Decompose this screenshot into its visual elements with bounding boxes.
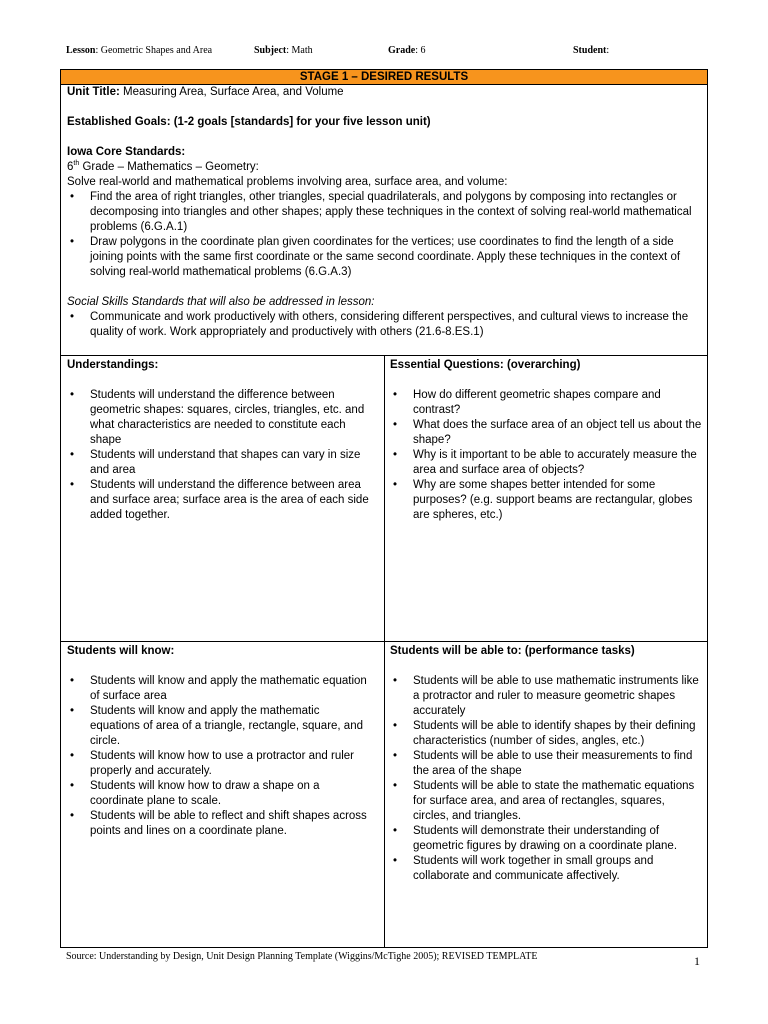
subject-field: Subject: Math	[254, 45, 313, 56]
question-item: • What does the surface area of an object tell us about the shape?	[390, 418, 702, 448]
standard-item: • Draw polygons in the coordinate plan given coordinates for the vertices; use coordinates to find the length of a side joining points with the same first coordinate or the same second coordinate. Apply these techniques in the context of solving real-world mathematical problems (6.G.A.3)	[67, 235, 703, 280]
students-know-heading: Students will know:	[67, 645, 175, 657]
lesson-field: Lesson: Geometric Shapes and Area	[66, 45, 213, 56]
able-item: • Students will be able to use mathematic instruments like a protractor and ruler to measure geometric shapes accurately	[390, 674, 702, 719]
unit-title-label: Unit Title:	[67, 86, 120, 98]
understandings-heading: Understandings:	[67, 359, 159, 371]
standard-item: • Find the area of right triangles, other triangles, special quadrilaterals, and polygons by composing into rectangles or decomposing into triangles and other shapes; apply these techniques in the context of solving real-world mathematical problems (6.G.A.1)	[67, 190, 703, 235]
able-item: • Students will be able to use their measurements to find the area of the shape	[390, 749, 702, 779]
grade-line-sup: th	[73, 160, 80, 168]
question-item: • How do different geometric shapes compare and contrast?	[390, 388, 702, 418]
students-able-list	[390, 674, 702, 884]
essential-questions-section	[390, 358, 702, 523]
grade-line-num: 6	[67, 161, 74, 173]
essential-questions-list	[390, 388, 702, 523]
standards-list	[67, 190, 703, 280]
subject-label: Subject	[254, 45, 287, 56]
social-heading: Social Skills Standards that will also be addressed in lesson:	[67, 296, 375, 308]
know-item: • Students will know and apply the mathematic equations of area of a triangle, rectangle, square, and circle.	[67, 704, 372, 749]
social-item: • Communicate and work productively with others, considering different perspectives, and cultural views to increase the quality of work. Work appropriately and productively with others (21.6-8.ES.1)	[67, 310, 703, 340]
able-item: • Students will demonstrate their understanding of geometric figures by drawing on a coordinate plane.	[390, 824, 702, 854]
stage-banner: STAGE 1 – DESIRED RESULTS	[61, 70, 707, 85]
unit-plan-table	[60, 69, 708, 948]
lesson-label: Lesson	[66, 45, 96, 56]
grade-line-rest: Grade – Mathematics – Geometry:	[79, 161, 259, 173]
question-item: • Why are some shapes better intended for some purposes? (e.g. support beams are rectangular, globes are spheres, etc.)	[390, 478, 702, 523]
subject-value: Math	[291, 45, 313, 56]
iowa-heading: Iowa Core Standards:	[67, 146, 186, 158]
understanding-item: • Students will understand the difference between geometric shapes: squares, circles, triangles, etc. and what characteristics are needed to constitute each shape	[67, 388, 372, 448]
footer-source: Source: Understanding by Design, Unit Design Planning Template (Wiggins/McTighe 2005); REVISED TEMPLATE	[66, 951, 538, 962]
understandings-list	[67, 388, 372, 523]
grade-line	[67, 160, 703, 175]
essential-questions-heading: Essential Questions: (overarching)	[390, 359, 581, 371]
know-item: • Students will know and apply the mathematic equation of surface area	[67, 674, 372, 704]
student-field: Student:	[573, 45, 610, 56]
unit-title-line	[67, 85, 703, 100]
know-item: • Students will know how to draw a shape on a coordinate plane to scale.	[67, 779, 372, 809]
unit-section	[67, 85, 703, 340]
unit-title-value: Measuring Area, Surface Area, and Volume	[123, 86, 344, 98]
social-list	[67, 310, 703, 340]
know-item: • Students will know how to use a protractor and ruler properly and accurately.	[67, 749, 372, 779]
able-item: • Students will be able to state the mathematic equations for surface area, and area of rectangles, squares, circles, and triangles.	[390, 779, 702, 824]
divider	[61, 641, 707, 642]
solve-line: Solve real-world and mathematical problems involving area, surface area, and volume:	[67, 176, 508, 188]
understanding-item: • Students will understand the difference between area and surface area; surface area is the area of each side added together.	[67, 478, 372, 523]
question-item: • Why is it important to be able to accurately measure the area and surface area of objects?	[390, 448, 702, 478]
grade-label: Grade	[388, 45, 416, 56]
understanding-item: • Students will understand that shapes can vary in size and area	[67, 448, 372, 478]
goals-heading: Established Goals: (1-2 goals [standards] for your five lesson unit)	[67, 116, 431, 128]
column-divider	[384, 355, 385, 947]
students-know-list	[67, 674, 372, 839]
students-able-section	[390, 644, 702, 884]
students-know-section	[67, 644, 372, 839]
grade-field: Grade: 6	[388, 45, 426, 56]
able-item: • Students will be able to identify shapes by their defining characteristics (number of sides, angles, etc.)	[390, 719, 702, 749]
student-label: Student	[573, 45, 607, 56]
page-header	[66, 45, 706, 61]
know-item: • Students will be able to reflect and shift shapes across points and lines on a coordinate plane.	[67, 809, 372, 839]
lesson-value: Geometric Shapes and Area	[100, 45, 213, 56]
understandings-section	[67, 358, 372, 523]
grade-value: 6	[420, 45, 426, 56]
students-able-heading: Students will be able to: (performance tasks)	[390, 645, 635, 657]
page-number: 1	[694, 954, 700, 968]
able-item: • Students will work together in small groups and collaborate and communicate affectively.	[390, 854, 702, 884]
